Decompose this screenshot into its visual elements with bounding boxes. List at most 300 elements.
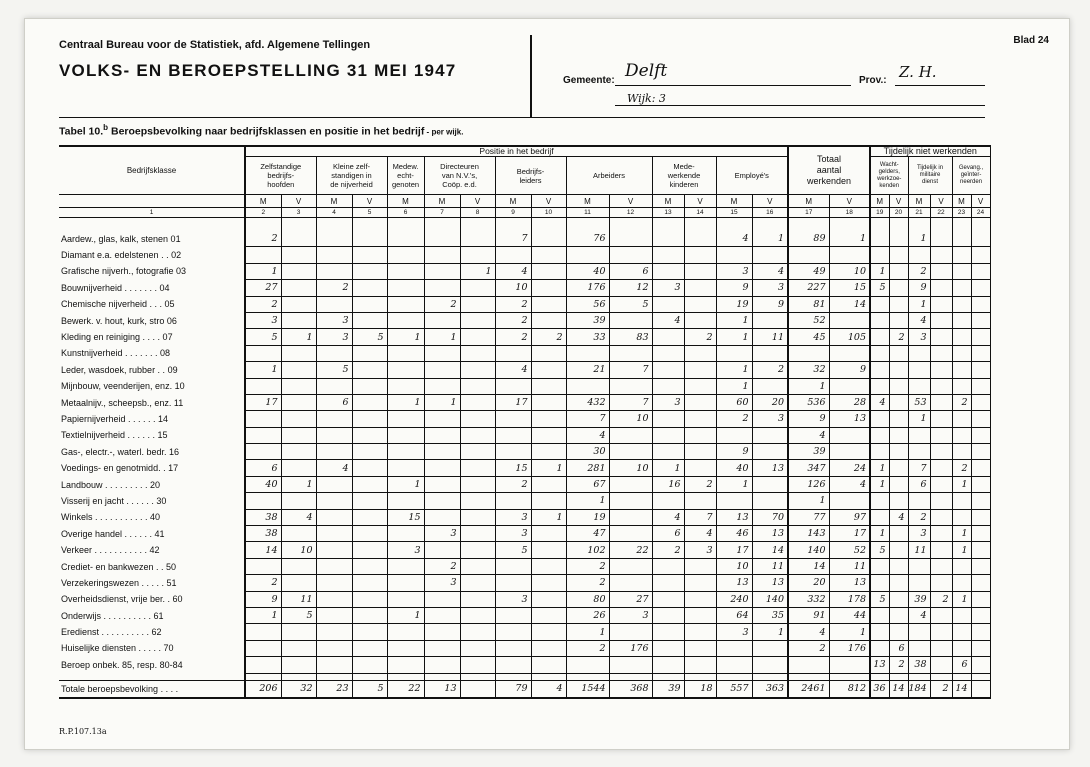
table-cell: 15 xyxy=(387,509,424,525)
table-cell: 1 xyxy=(908,296,930,312)
table-cell xyxy=(930,263,952,279)
table-cell: 80 xyxy=(566,591,609,607)
col-header-wachtgelders xyxy=(870,157,908,195)
table-cell xyxy=(908,345,930,361)
table-cell: 4 xyxy=(495,362,531,378)
row-label: Bewerk. v. hout, kurk, stro 06 xyxy=(59,312,245,328)
table-cell xyxy=(424,624,460,640)
table-cell: 77 xyxy=(788,509,829,525)
table-cell: 49 xyxy=(788,263,829,279)
table-cell xyxy=(971,411,990,427)
table-cell xyxy=(652,558,684,574)
mv-header-7: M xyxy=(424,195,460,208)
census-form-sheet xyxy=(24,18,1070,750)
table-cell: 9 xyxy=(788,411,829,427)
table-cell: 35 xyxy=(752,607,788,623)
gap-row-cell xyxy=(609,673,652,680)
table-cell xyxy=(829,345,870,361)
table-cell: 1 xyxy=(870,476,889,492)
table-cell xyxy=(889,247,908,263)
table-cell: 14 xyxy=(829,296,870,312)
table-cell xyxy=(889,575,908,591)
table-cell: 4 xyxy=(495,263,531,279)
table-cell xyxy=(281,247,316,263)
col-header-kinderen-l1: Mede- xyxy=(673,162,695,171)
table-cell xyxy=(684,378,716,394)
table-cell xyxy=(281,657,316,673)
table-cell xyxy=(316,493,352,509)
table-cell xyxy=(930,296,952,312)
table-cell xyxy=(245,640,281,656)
table-cell xyxy=(609,312,652,328)
gap-row-cell xyxy=(952,673,971,680)
header-divider xyxy=(530,35,532,117)
table-cell xyxy=(971,575,990,591)
table-cell xyxy=(652,657,684,673)
table-cell: 17 xyxy=(245,394,281,410)
totaal-header-l2: aantal xyxy=(816,165,842,175)
col-header-kleine-l3: de nijverheid xyxy=(330,180,373,189)
table-cell: 5 xyxy=(352,329,387,345)
table-cell: 1 xyxy=(652,460,684,476)
table-cell: 46 xyxy=(716,526,752,542)
row-label: Landbouw . . . . . . . . . 20 xyxy=(59,476,245,492)
table-cell xyxy=(531,575,566,591)
table-row xyxy=(59,263,990,279)
table-cell xyxy=(652,607,684,623)
organization-header: Centraal Bureau voor de Statistiek, afd. Algemene Tellingen xyxy=(59,39,371,51)
table-cell xyxy=(352,263,387,279)
table-cell: 2 xyxy=(495,312,531,328)
table-cell xyxy=(566,657,609,673)
table-cell: 6 xyxy=(889,640,908,656)
table-cell xyxy=(316,624,352,640)
table-cell xyxy=(316,345,352,361)
table-cell xyxy=(352,394,387,410)
total-cell: 4 xyxy=(531,680,566,698)
column-number-9: 9 xyxy=(495,208,531,218)
table-cell: 1 xyxy=(752,624,788,640)
table-cell xyxy=(531,657,566,673)
table-cell xyxy=(460,476,495,492)
totaal-header-l3: werkenden xyxy=(807,176,852,186)
table-cell: 1 xyxy=(788,378,829,394)
table-cell xyxy=(609,526,652,542)
table-cell: 4 xyxy=(788,624,829,640)
table-cell: 56 xyxy=(566,296,609,312)
gap-row-cell xyxy=(281,673,316,680)
gemeente-value: Delft xyxy=(625,61,668,81)
total-cell: 812 xyxy=(829,680,870,698)
table-cell xyxy=(460,493,495,509)
table-row xyxy=(59,247,990,263)
table-cell: 2 xyxy=(566,558,609,574)
table-cell: 2 xyxy=(952,460,971,476)
table-cell xyxy=(495,657,531,673)
table-cell: 26 xyxy=(566,607,609,623)
table-cell xyxy=(930,558,952,574)
row-label: Aardew., glas, kalk, stenen 01 xyxy=(59,231,245,247)
gemeente-underline xyxy=(615,85,851,86)
col-header-wacht-l4: kenden xyxy=(879,182,900,189)
mv-header-14: V xyxy=(684,195,716,208)
table-title-text: Beroepsbevolking naar bedrijfsklassen en positie in het bedrijf xyxy=(108,125,425,138)
table-cell xyxy=(684,460,716,476)
table-cell: 7 xyxy=(495,231,531,247)
table-cell xyxy=(652,296,684,312)
table-cell xyxy=(829,247,870,263)
total-cell: 39 xyxy=(652,680,684,698)
table-cell: 20 xyxy=(752,394,788,410)
table-cell xyxy=(281,460,316,476)
table-cell: 2 xyxy=(495,296,531,312)
table-cell xyxy=(460,558,495,574)
table-cell xyxy=(316,263,352,279)
table-cell: 67 xyxy=(566,476,609,492)
table-cell: 143 xyxy=(788,526,829,542)
table-cell xyxy=(352,345,387,361)
table-cell xyxy=(652,427,684,443)
table-cell xyxy=(870,247,889,263)
table-row xyxy=(59,329,990,345)
table-cell: 4 xyxy=(652,312,684,328)
table-cell xyxy=(316,444,352,460)
column-number-5: 5 xyxy=(352,208,387,218)
table-cell xyxy=(684,493,716,509)
table-cell xyxy=(889,231,908,247)
table-cell xyxy=(387,575,424,591)
table-cell xyxy=(352,296,387,312)
table-cell xyxy=(609,378,652,394)
table-cell xyxy=(930,329,952,345)
spacer-row-cell xyxy=(829,218,870,232)
table-cell: 3 xyxy=(316,329,352,345)
table-row xyxy=(59,526,990,542)
table-cell: 105 xyxy=(829,329,870,345)
mv-header-16: V xyxy=(752,195,788,208)
table-cell: 5 xyxy=(281,607,316,623)
table-cell: 227 xyxy=(788,280,829,296)
mv-header-23: M xyxy=(952,195,971,208)
table-cell xyxy=(971,329,990,345)
table-cell xyxy=(971,558,990,574)
table-cell xyxy=(870,345,889,361)
table-cell xyxy=(684,280,716,296)
table-cell: 2 xyxy=(908,263,930,279)
total-cell: 14 xyxy=(952,680,971,698)
table-cell: 2 xyxy=(684,476,716,492)
table-cell xyxy=(387,362,424,378)
table-cell xyxy=(870,231,889,247)
table-cell xyxy=(752,493,788,509)
table-cell: 89 xyxy=(788,231,829,247)
row-label: Winkels . . . . . . . . . . . 40 xyxy=(59,509,245,525)
table-cell: 13 xyxy=(829,411,870,427)
table-cell xyxy=(889,624,908,640)
table-cell: 1 xyxy=(531,509,566,525)
table-cell: 1 xyxy=(952,526,971,542)
mv-header-17: M xyxy=(788,195,829,208)
table-cell xyxy=(930,280,952,296)
table-cell xyxy=(870,607,889,623)
table-cell xyxy=(684,345,716,361)
row-label: Bouwnijverheid . . . . . . . 04 xyxy=(59,280,245,296)
table-cell xyxy=(684,575,716,591)
col-header-gev-l2: geïnter- xyxy=(960,172,982,178)
table-cell xyxy=(281,345,316,361)
table-cell: 2 xyxy=(531,329,566,345)
total-cell: 2461 xyxy=(788,680,829,698)
mv-header-11: M xyxy=(566,195,609,208)
table-cell xyxy=(971,427,990,443)
table-cell: 1 xyxy=(387,394,424,410)
table-cell xyxy=(788,247,829,263)
table-row xyxy=(59,624,990,640)
table-cell: 17 xyxy=(829,526,870,542)
table-cell xyxy=(387,345,424,361)
table-cell xyxy=(952,509,971,525)
spacer-row-cell xyxy=(609,218,652,232)
table-cell xyxy=(716,247,752,263)
table-cell xyxy=(971,493,990,509)
table-row xyxy=(59,509,990,525)
table-cell: 60 xyxy=(716,394,752,410)
table-cell: 9 xyxy=(752,296,788,312)
table-cell xyxy=(460,444,495,460)
table-cell xyxy=(609,493,652,509)
table-cell xyxy=(971,378,990,394)
row-label: Diamant e.a. edelstenen . . 02 xyxy=(59,247,245,263)
table-cell xyxy=(952,362,971,378)
table-cell: 1 xyxy=(387,607,424,623)
table-cell xyxy=(829,657,870,673)
table-cell: 15 xyxy=(495,460,531,476)
table-cell xyxy=(609,575,652,591)
row-label: Verzekeringswezen . . . . . 51 xyxy=(59,575,245,591)
table-cell: 176 xyxy=(609,640,652,656)
table-cell: 2 xyxy=(952,394,971,410)
gap-row-cell xyxy=(870,673,889,680)
table-cell: 332 xyxy=(788,591,829,607)
table-title xyxy=(59,123,463,138)
total-cell: 206 xyxy=(245,680,281,698)
table-cell: 1 xyxy=(245,263,281,279)
col-header-kleine-zelfstandigen xyxy=(316,157,387,195)
table-cell xyxy=(316,411,352,427)
table-cell xyxy=(424,493,460,509)
col-header-bedrijfsleiders-l2: leiders xyxy=(519,175,542,185)
table-cell xyxy=(424,476,460,492)
table-cell: 6 xyxy=(316,394,352,410)
table-cell xyxy=(930,640,952,656)
table-cell xyxy=(971,345,990,361)
spacer-row-cell xyxy=(316,218,352,232)
table-cell xyxy=(870,640,889,656)
table-cell xyxy=(424,640,460,656)
table-cell xyxy=(531,624,566,640)
total-cell: 363 xyxy=(752,680,788,698)
tijdelijk-group-header: Tijdelijk niet werkenden xyxy=(870,146,990,157)
mv-header-18: V xyxy=(829,195,870,208)
table-cell: 38 xyxy=(245,509,281,525)
table-cell: 6 xyxy=(652,526,684,542)
wijk-underline xyxy=(615,105,985,106)
table-cell xyxy=(281,378,316,394)
table-cell xyxy=(387,558,424,574)
table-cell xyxy=(652,624,684,640)
table-cell xyxy=(652,329,684,345)
table-cell xyxy=(281,362,316,378)
col-header-gevangenen xyxy=(952,157,990,195)
table-cell xyxy=(971,607,990,623)
table-cell xyxy=(870,427,889,443)
table-cell: 1 xyxy=(952,542,971,558)
table-cell xyxy=(908,378,930,394)
col-header-medewerkende-echtgenoten xyxy=(387,157,424,195)
table-cell xyxy=(281,493,316,509)
spacer-row-cell xyxy=(716,218,752,232)
spacer-row-cell xyxy=(352,218,387,232)
table-cell: 2 xyxy=(424,296,460,312)
column-number-8: 8 xyxy=(460,208,495,218)
table-cell xyxy=(870,411,889,427)
spacer-label xyxy=(59,218,245,232)
table-cell xyxy=(245,378,281,394)
table-cell xyxy=(460,607,495,623)
table-cell xyxy=(609,509,652,525)
table-cell xyxy=(930,312,952,328)
table-cell xyxy=(952,427,971,443)
column-number-label: 1 xyxy=(59,208,245,218)
table-cell: 13 xyxy=(716,575,752,591)
table-cell xyxy=(788,345,829,361)
table-cell xyxy=(495,427,531,443)
spacer-row-cell xyxy=(387,218,424,232)
table-cell xyxy=(829,312,870,328)
table-cell xyxy=(531,312,566,328)
table-cell: 1 xyxy=(424,329,460,345)
table-cell xyxy=(495,607,531,623)
table-cell xyxy=(281,640,316,656)
table-cell xyxy=(889,362,908,378)
table-cell: 3 xyxy=(245,312,281,328)
table-cell: 10 xyxy=(495,280,531,296)
row-label: Beroep onbek. 85, resp. 80-84 xyxy=(59,657,245,673)
table-cell: 3 xyxy=(424,526,460,542)
table-cell xyxy=(495,378,531,394)
table-cell: 1 xyxy=(281,476,316,492)
table-cell: 13 xyxy=(752,460,788,476)
table-cell xyxy=(281,444,316,460)
table-cell xyxy=(952,493,971,509)
table-cell: 3 xyxy=(495,526,531,542)
table-cell: 15 xyxy=(829,280,870,296)
table-cell xyxy=(281,411,316,427)
col-header-mil-l3: dienst xyxy=(922,179,939,185)
table-title-suffix: - per wijk. xyxy=(424,127,464,137)
table-cell xyxy=(424,657,460,673)
col-header-kleine-l1: Kleine zelf- xyxy=(332,162,371,171)
table-cell xyxy=(971,640,990,656)
table-cell xyxy=(930,542,952,558)
table-cell xyxy=(531,231,566,247)
col-header-wacht-l1: Wacht- xyxy=(879,161,899,168)
table-title-sup: b xyxy=(103,123,109,132)
table-cell: 9 xyxy=(829,362,870,378)
table-cell xyxy=(531,607,566,623)
row-label: Mijnbouw, veenderijen, enz. 10 xyxy=(59,378,245,394)
table-cell: 126 xyxy=(788,476,829,492)
table-cell: 11 xyxy=(908,542,930,558)
table-cell xyxy=(352,607,387,623)
table-cell xyxy=(971,526,990,542)
table-cell: 1 xyxy=(716,476,752,492)
table-cell xyxy=(387,280,424,296)
table-cell xyxy=(971,312,990,328)
table-cell xyxy=(952,607,971,623)
row-label: Textielnijverheid . . . . . . 15 xyxy=(59,427,245,443)
col-header-medew-l1: Medew. xyxy=(392,162,419,171)
table-cell xyxy=(930,411,952,427)
table-cell xyxy=(609,476,652,492)
table-cell: 52 xyxy=(788,312,829,328)
table-cell xyxy=(387,444,424,460)
gap-row-cell xyxy=(829,673,870,680)
col-header-militaire-dienst xyxy=(908,157,952,195)
table-cell: 3 xyxy=(652,280,684,296)
table-cell xyxy=(424,460,460,476)
table-cell xyxy=(609,247,652,263)
table-cell: 1 xyxy=(716,378,752,394)
col-header-zelfstandige-l2: bedrijfs- xyxy=(267,171,295,180)
table-cell xyxy=(652,575,684,591)
table-cell: 27 xyxy=(245,280,281,296)
row-label: Chemische nijverheid . . . 05 xyxy=(59,296,245,312)
table-cell xyxy=(531,378,566,394)
table-cell xyxy=(387,411,424,427)
table-cell xyxy=(609,657,652,673)
table-cell xyxy=(495,493,531,509)
table-cell xyxy=(971,476,990,492)
table-cell: 1 xyxy=(566,624,609,640)
table-cell: 1 xyxy=(829,624,870,640)
table-cell xyxy=(495,575,531,591)
table-cell xyxy=(352,624,387,640)
table-cell: 1 xyxy=(752,231,788,247)
table-cell: 38 xyxy=(908,657,930,673)
table-cell xyxy=(870,329,889,345)
table-cell xyxy=(531,394,566,410)
table-cell: 4 xyxy=(684,526,716,542)
table-cell: 281 xyxy=(566,460,609,476)
table-cell: 1 xyxy=(952,476,971,492)
table-cell: 38 xyxy=(245,526,281,542)
table-cell xyxy=(684,657,716,673)
table-cell: 10 xyxy=(281,542,316,558)
positie-group-header: Positie in het bedrijf xyxy=(245,146,788,157)
table-cell xyxy=(652,591,684,607)
table-cell: 76 xyxy=(566,231,609,247)
col-header-gev-l3: neerden xyxy=(960,179,983,185)
column-number-10: 10 xyxy=(531,208,566,218)
table-cell xyxy=(495,640,531,656)
spacer-row-cell xyxy=(930,218,952,232)
table-cell xyxy=(352,526,387,542)
total-cell: 14 xyxy=(889,680,908,698)
table-cell: 10 xyxy=(829,263,870,279)
col-header-zelfstandige-l3: hoofden xyxy=(267,180,295,189)
table-cell: 83 xyxy=(609,329,652,345)
